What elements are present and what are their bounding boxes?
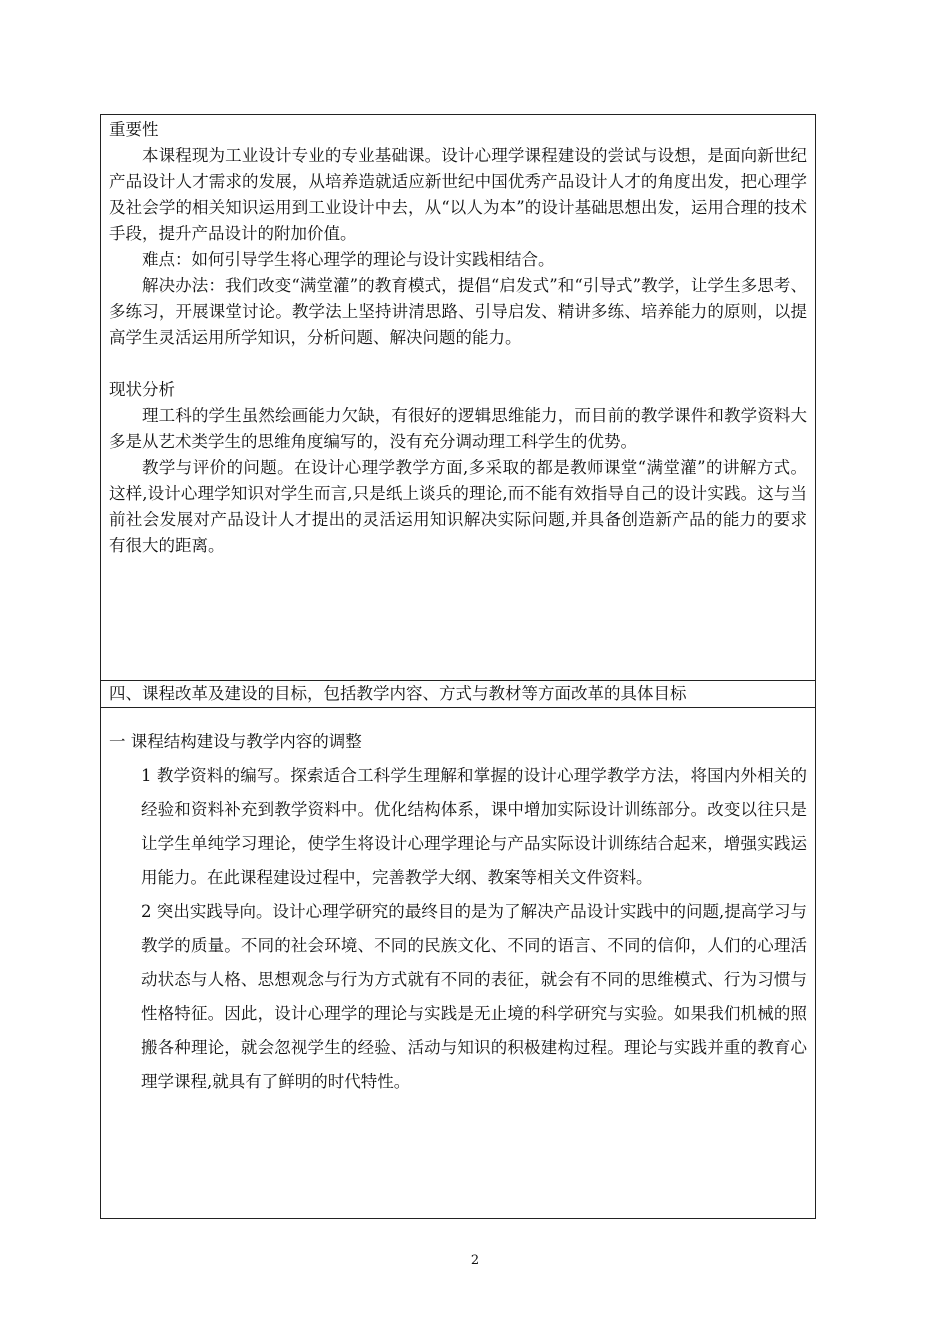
content-item: 2 突出实践导向。设计心理学研究的最终目的是为了解决产品设计实践中的问题,提高学习与教学的质量。不同的社会环境、不同的民族文化、不同的语言、不同的信仰，人们的心理活动状态与人格、思想观念与行为方式就有不同的表征，就会有不同的思维模式、行为习惯与性格特征。因此，设计心理学的理论与实践是无止境的科学研究与实验。如果我们机械的照搬各种理论，就会忽视学生的经验、活动与知识的积极建构过程。理论与实践并重的教育心理学课程,就具有了鲜明的时代特性。 [141, 902, 807, 1091]
solution-paragraph: 解决办法：我们改变“满堂灌”的教育模式，提倡“启发式”和“引导式”教学，让学生多思考、多练习，开展课堂讨论。教学法上坚持讲清思路、引导启发、精讲多练、培养能力的原则，以提高学生灵活运用所学知识，分析问题、解决问题的能力。 [109, 276, 807, 347]
importance-heading: 重要性 [109, 120, 159, 139]
form-table [100, 114, 816, 1219]
row-divider [101, 707, 815, 708]
section-five-content [109, 725, 807, 1099]
status-paragraph: 理工科的学生虽然绘画能力欠缺，有很好的逻辑思维能力，而目前的教学课件和教学资料大多是从艺术类学生的思维角度编写的，没有充分调动理工科学生的优势。 [109, 406, 807, 451]
spacer [109, 351, 807, 377]
content-item: 1 教学资料的编写。探索适合工科学生理解和掌握的设计心理学教学方法，将国内外相关的经验和资料补充到教学资料中。优化结构体系，课中增加实际设计训练部分。改变以往只是让学生单纯学习理论，使学生将设计心理学理论与产品实际设计训练结合起来，增强实践运用能力。在此课程建设过程中，完善教学大纲、教案等相关文件资料。 [141, 766, 807, 887]
difficulty-paragraph: 难点：如何引导学生将心理学的理论与设计实践相结合。 [142, 250, 555, 269]
page-number: 2 [470, 1253, 480, 1268]
structure-heading: 一 课程结构建设与教学内容的调整 [109, 732, 362, 751]
section-four-header [109, 683, 807, 705]
status-heading: 现状分析 [109, 380, 175, 399]
importance-section [109, 117, 807, 559]
row-divider [101, 680, 815, 681]
section-four-title: 四、课程改革及建设的目标，包括教学内容、方式与教材等方面改革的具体目标 [109, 684, 687, 703]
importance-paragraph: 本课程现为工业设计专业的专业基础课。设计心理学课程建设的尝试与设想，是面向新世纪产品设计人才需求的发展，从培养造就适应新世纪中国优秀产品设计人才的角度出发，把心理学及社会学的相关知识运用到工业设计中去，从“以人为本”的设计基础思想出发，运用合理的技术手段，提升产品设计的附加价值。 [109, 146, 807, 243]
status-paragraph: 教学与评价的问题。在设计心理学教学方面,多采取的都是教师课堂“满堂灌”的讲解方式。这样,设计心理学知识对学生而言,只是纸上谈兵的理论,而不能有效指导自己的设计实践。这与当前社会发展对产品设计人才提出的灵活运用知识解决实际问题,并具备创造新产品的能力的要求有很大的距离。 [109, 458, 807, 555]
